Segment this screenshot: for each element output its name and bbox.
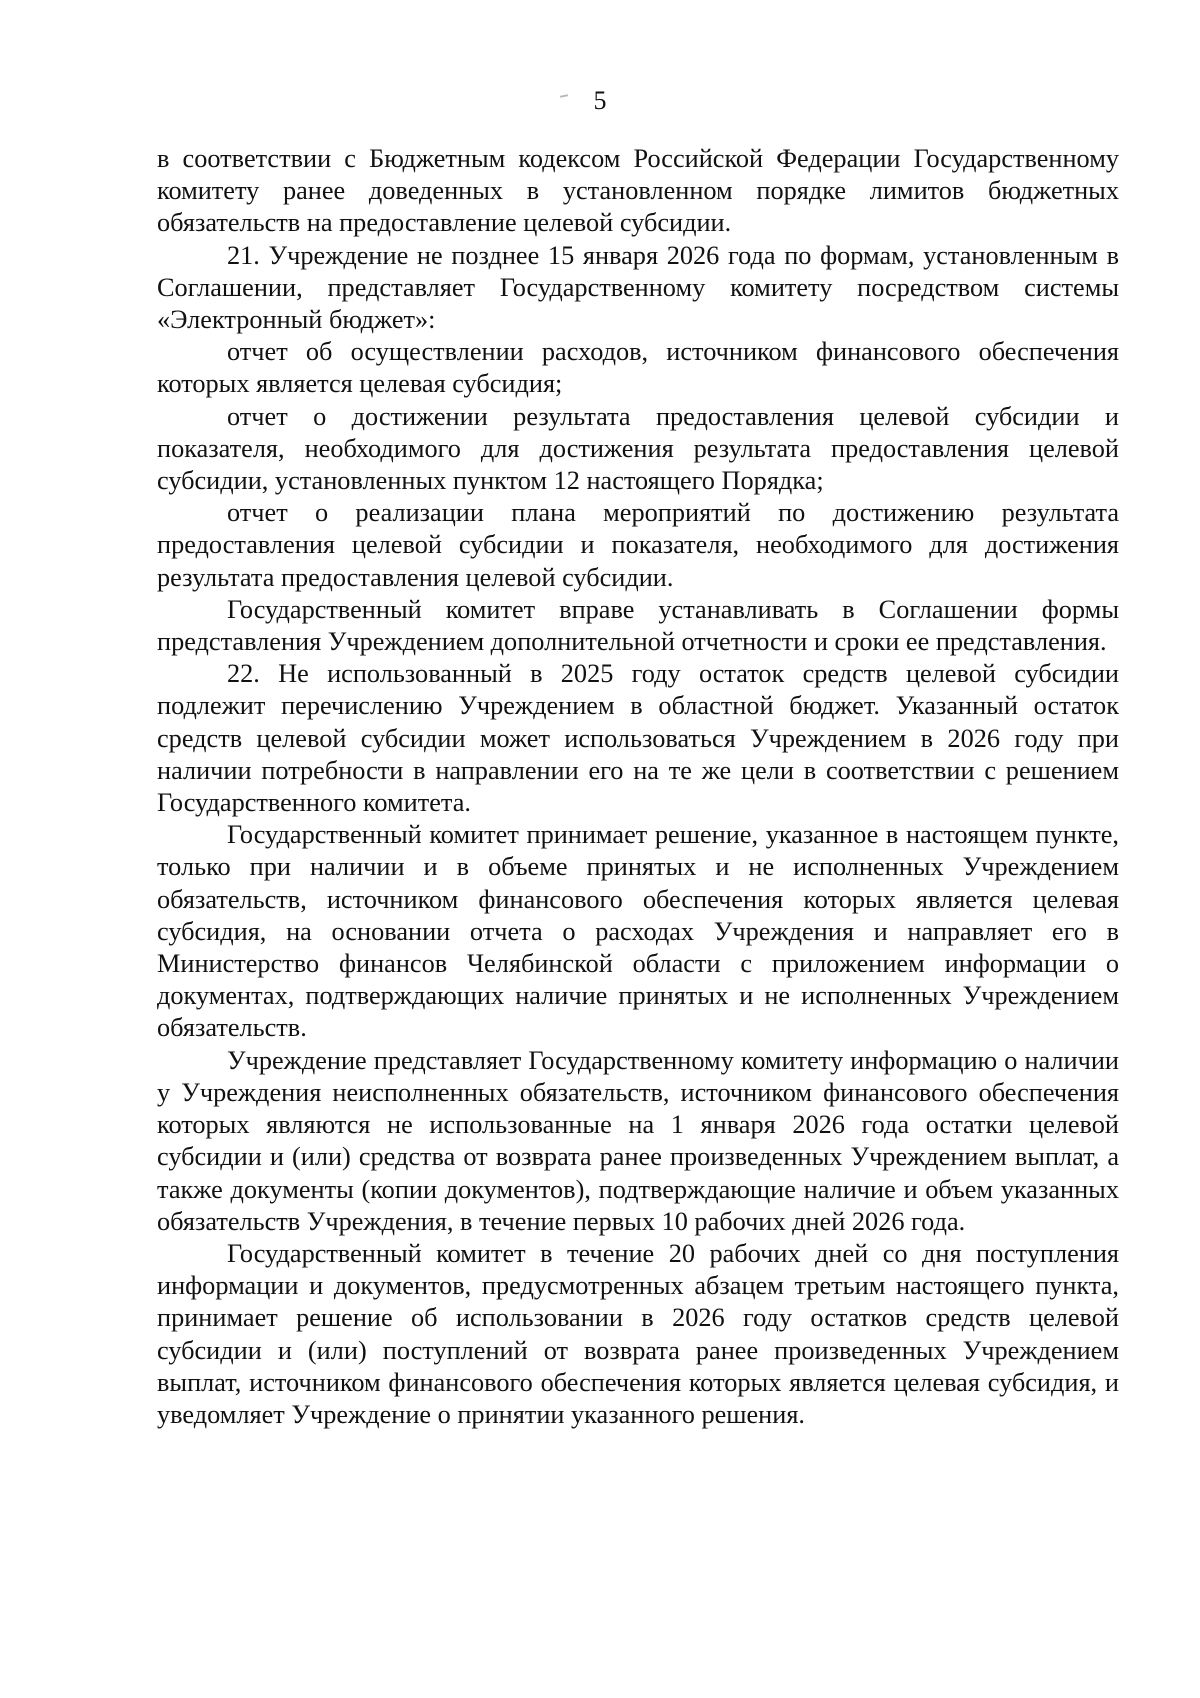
paragraph-committee-decision: Государственный комитет принимает решение, указанное в настоящем пункте, только при наличии и в объеме принятых и не исполненных Учреждением обязательств, источником финансового обеспечения которых является целевая субсидия, на основании отчета о расходах Учреждения и направляет его в Министерство финансов Челябинской области с приложением информации о документах, подтверждающих наличие принятых и не исполненных Учреждением обязательств.: [157, 820, 1119, 1043]
paragraph-item-21: 21. Учреждение не позднее 15 января 2026 года по формам, установленным в Соглашении, представляет Государственному комитету посредством системы «Электронный бюджет»:: [157, 240, 1119, 335]
paragraph-institution-information: Учреждение представляет Государственному комитету информацию о наличии у Учреждения неисполненных обязательств, источником финансового обеспечения которых являются не использованные на 1 января 2026 года остатки целевой субсидии и (или) средства от возврата ранее произведенных Учреждением выплат, а также документы (копии документов), подтверждающие наличие и объем указанных обязательств Учреждения, в течение первых 10 рабочих дней 2026 года.: [157, 1045, 1119, 1236]
paragraph-decision-deadline: Государственный комитет в течение 20 рабочих дней со дня поступления информации и документов, предусмотренных абзацем третьим настоящего пункта, принимает решение об использовании в 2026 году остатков средств целевой субсидии и (или) поступлений от возврата ранее произведенных Учреждением выплат, источником финансового обеспечения которых является целевая субсидия, и уведомляет Учреждение о принятии указанного решения.: [157, 1238, 1119, 1429]
paragraph-report-plan: отчет о реализации плана мероприятий по достижению результата предоставления целевой субсидии и показателя, необходимого для достижения результата предоставления целевой субсидии.: [157, 498, 1119, 592]
paragraph-additional-reporting: Государственный комитет вправе устанавливать в Соглашении формы представления Учреждением дополнительной отчетности и сроки ее представления.: [157, 594, 1119, 657]
paragraph-continuation: в соответствии с Бюджетным кодексом Российской Федерации Государственному комитету ранее доведенных в установленном порядке лимитов бюджетных обязательств на предоставление целевой субсидии.: [157, 144, 1119, 238]
page-number: 5: [593, 86, 607, 115]
paragraph-report-results: отчет о достижении результата предоставления целевой субсидии и показателя, необходимого для достижения результата предоставления целевой субсидии, установленных пунктом 12 настоящего Порядка;: [157, 401, 1119, 496]
paragraph-item-22: 22. Не использованный в 2025 году остаток средств целевой субсидии подлежит перечислению Учреждением в областной бюджет. Указанный остаток средств целевой субсидии может использоваться Учреждением в 2026 году при наличии потребности в направлении его на те же цели в соответствии с решением Государственного комитета.: [157, 659, 1119, 818]
document-body: [157, 143, 1119, 1431]
paragraph-report-expenses: отчет об осуществлении расходов, источником финансового обеспечения которых является целевая субсидия;: [157, 337, 1119, 399]
